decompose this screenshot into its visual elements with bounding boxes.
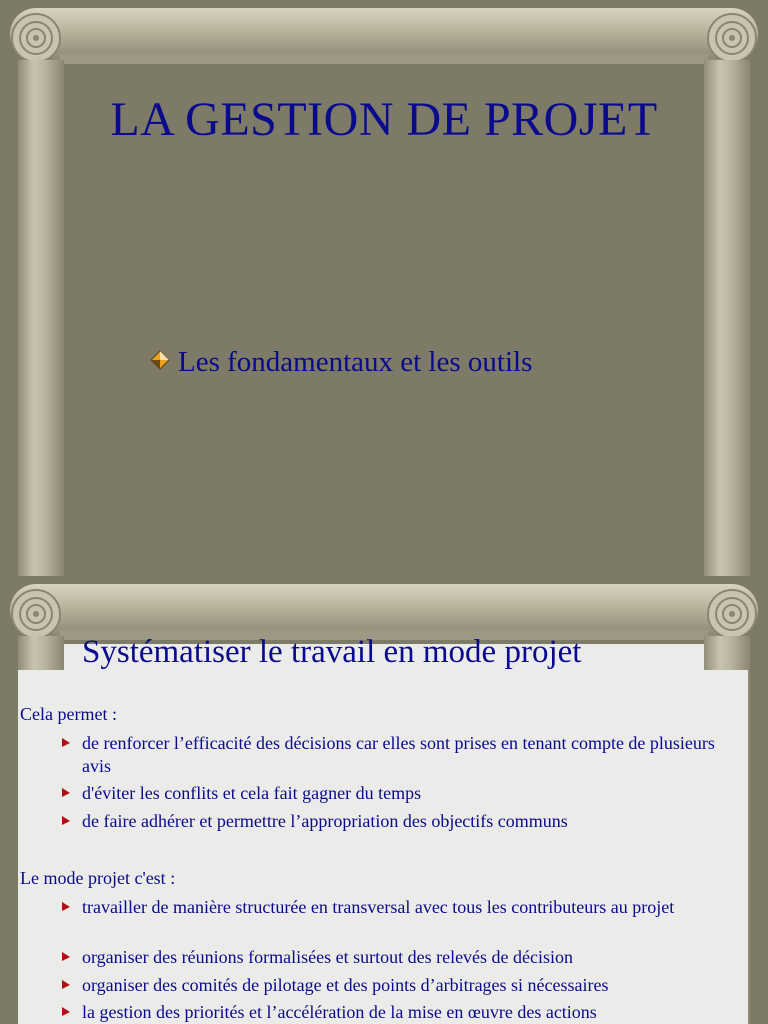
slide-subtitle: Les fondamentaux et les outils — [178, 346, 533, 378]
list-item: travailler de manière structurée en transversal avec tous les contributeurs au projet — [60, 896, 732, 919]
red-arrow-bullet-icon — [60, 977, 72, 991]
red-arrow-bullet-icon — [60, 899, 72, 913]
list-item: de faire adhérer et permettre l’appropriation des objectifs communs — [60, 810, 732, 833]
column-right — [704, 60, 750, 576]
list-item: organiser des réunions formalisées et surtout des relevés de décision — [60, 946, 732, 969]
slide-title: Systématiser le travail en mode projet — [82, 634, 582, 670]
lintel-ornament — [0, 0, 768, 70]
red-arrow-bullet-icon — [60, 735, 72, 749]
diamond-bullet-icon — [150, 350, 170, 370]
red-arrow-bullet-icon — [60, 949, 72, 963]
slide-title: LA GESTION DE PROJET — [110, 93, 658, 146]
list-item: d'éviter les conflits et cela fait gagner du temps — [60, 782, 732, 805]
volute-left-icon — [12, 590, 60, 638]
list-item: de renforcer l’efficacité des décisions car elles sont prises en tenant compte de plusieurs avis — [60, 732, 732, 778]
red-arrow-bullet-icon — [60, 813, 72, 827]
text-panel — [18, 670, 748, 1024]
list-item: organiser des comités de pilotage et des points d’arbitrages si nécessaires — [60, 974, 732, 997]
intro-text: Le mode projet c'est : — [20, 868, 176, 888]
list-item: la gestion des priorités et l’accélération de la mise en œuvre des actions — [60, 1001, 732, 1024]
volute-right-icon — [708, 14, 756, 62]
intro-text: Cela permet : — [20, 704, 117, 724]
column-left — [18, 60, 64, 576]
volute-right-icon — [708, 590, 756, 638]
subtitle-item — [150, 346, 532, 379]
volute-left-icon — [12, 14, 60, 62]
red-arrow-bullet-icon — [60, 785, 72, 799]
content-slide — [0, 576, 768, 1024]
red-arrow-bullet-icon — [60, 1004, 72, 1018]
